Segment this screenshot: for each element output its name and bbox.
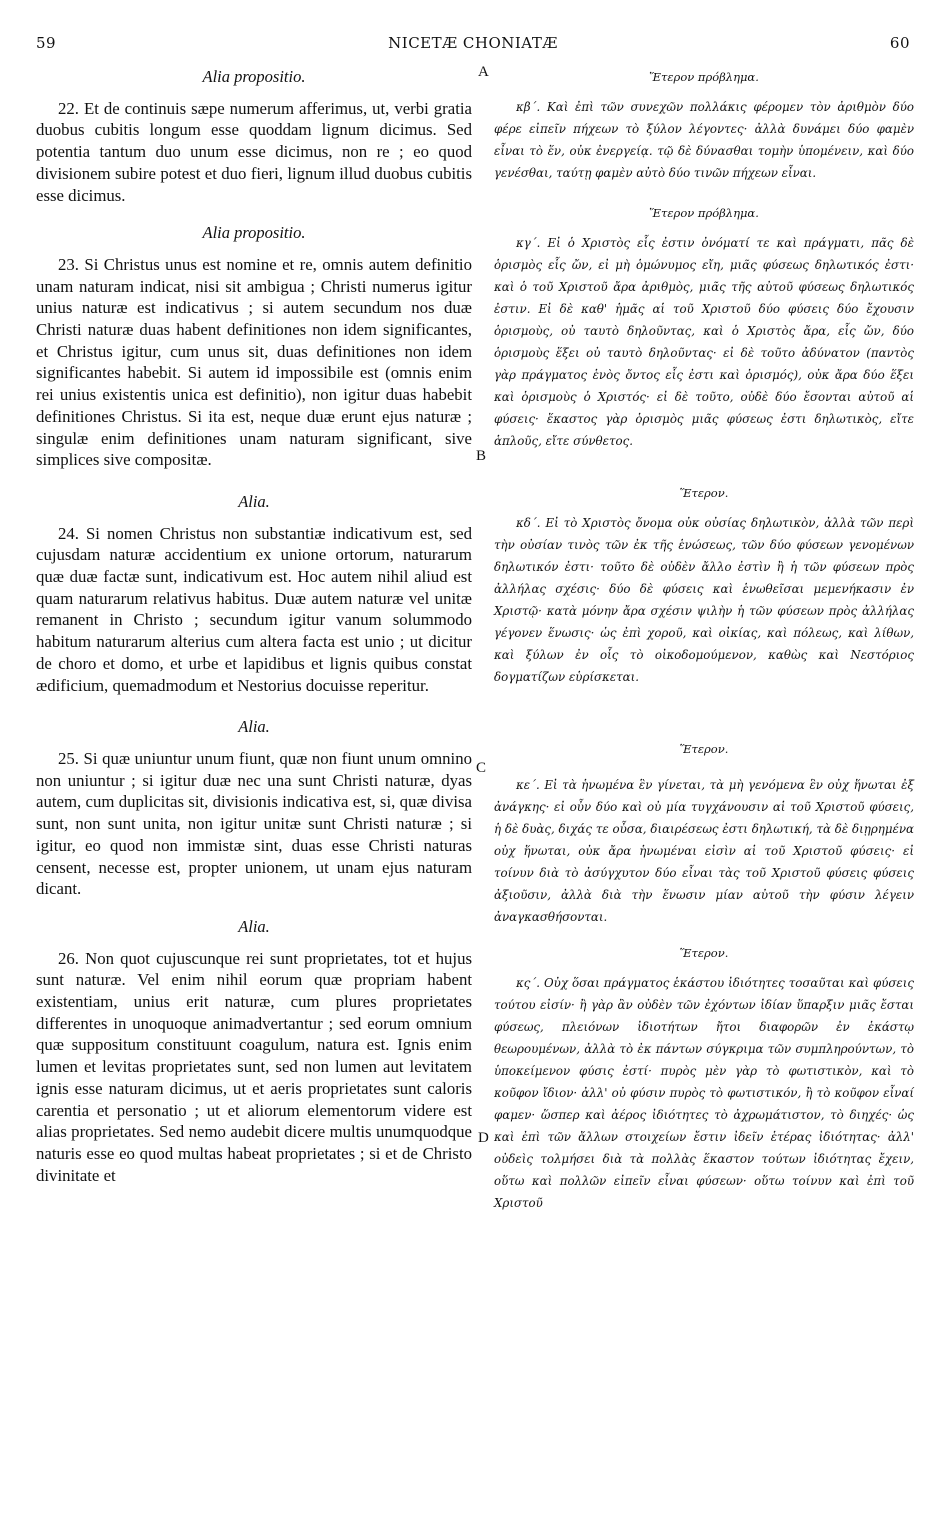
- section-heading: Ἕτερον πρόβλημα.: [649, 206, 759, 220]
- paragraph: κε΄. Εἰ τὰ ἡνωμένα ἓν γίνεται, τὰ μὴ γενόμενα ἓν οὐχ ἥνωται ἐξ ἀνάγκης· εἰ οὖν δύο καὶ οὐ μία τυγχάνουσιν αἱ τοῦ Χριστοῦ φύσεις, ἡ δὲ δυὰς, διχάς τε οὖσα, διαιρέσεως ἐστι δηλωτική, τὰ δὲ διῃρημένα οὐχ ἥνωται, οὐκ ἄρα ἡνωμέναι εἰσὶν αἱ τοῦ Χριστοῦ φύσεις· εἰ τοίνυν διὰ τὸ ἀσύγχυτον δύο εἶναι τὰς τοῦ Χριστοῦ φύσεις φύσεις ἀξιοῦσιν, ἀλλὰ διὰ τὴν ἕνωσιν μίαν αὐτοῦ τὴν φύσιν λέγειν ἀναγκασθήσονται.: [494, 778, 914, 924]
- margin-letter-c: C: [476, 760, 487, 776]
- section-heading: Ἕτερον.: [679, 486, 729, 500]
- paragraph: κς΄. Οὐχ ὅσαι πράγματος ἑκάστου ἰδιότητες τοσαῦται καὶ φύσεις τούτου εἰσίν· ἢ γὰρ ἂν οὐδὲν τῶν ἐχόντων ἰδίαν ὕπαρξιν μιᾶς ἔσται φύσεως, πλειόνων ἰδιοτήτων ἤτοι διαφορῶν ἐν ἑκάστῳ θεωρουμένων, ἀλλὰ τὸ ἐκ πάντων σύγκριμα τῶν συμπληρούντων, τὸ ὑποκείμενον φύσις ἐστί· πυρὸς μὲν γὰρ τὸ φωτιστικὸν, καὶ τὸ κοῦφον ἴδιον· ἀλλ' οὐ φύσιν πυρὸς τὸ φωτιστικόν, ἢ τὸ κοῦφον εἶναί φαμεν· ὥσπερ καὶ ἀέρος ἰδιότητες τὸ ἀχρωμάτιστον, τὸ διηχές· ὡς καὶ ἐπὶ τῶν ἄλλων στοιχείων ἔστιν ἰδεῖν ἑτέρας ἰδιότητας· ἀλλ' οὐδεὶς τολμήσει διὰ τὰ πολλὰς ἕκαστον τούτων ἰδιότητας ἔχειν, οὕτω καὶ πολλῶν εἰπεῖν εἶναι φύσεων· οὕτω τοίνυν καὶ ἐπὶ τοῦ Χριστοῦ: [494, 976, 914, 1210]
- section-heading: Ἕτερον.: [679, 946, 729, 960]
- page-number-right: 60: [889, 34, 910, 52]
- paragraph: 22. Et de continuis sæpe numerum afferimus, ut, verbi gratia duobus cubitis longum esse quoddam lignum dicimus. Sed potentia tantum duo unum esse dicimus, non re ; eo quod divisionem subire potest et duo fieri, lignum illud duobus cubitis esse dicimus.: [36, 98, 472, 205]
- page-number-left: 59: [36, 34, 57, 52]
- running-head: [36, 34, 910, 56]
- paragraph: 26. Non quot cujuscunque rei sunt proprietates, tot et hujus sunt naturæ. Vel enim nihil eorum quæ propriam habent existentiam, unius erit naturæ, cum plures proprietates differentes in unoquoque animadvertantur ; sed eorum omnium quæ suppositum constituunt coagulum, natura est. Ignis enim lumen et levitas proprietates sunt, sed non lumen aut levitatem ignis esse naturam dicimus, ut et aeris proprietates sunt caloris carentia et personatio ; ut et aliorum elementorum videre est alias proprietates. Sed nemo audebit dicere multis unumquodque naturis esse eo quod multas habeat proprietates ; si et de Christo divinitate et: [36, 948, 472, 1185]
- section-heading: Alia propositio.: [202, 67, 306, 86]
- section-heading: Alia.: [238, 491, 270, 511]
- paragraph: κδ΄. Εἰ τὸ Χριστὸς ὄνομα οὐκ οὐσίας δηλωτικὸν, ἀλλὰ τῶν περὶ τὴν οὐσίαν τινὸς τῶν ἐκ τῆς ἑνώσεως, τῶν δύο φύσεων γενομένων δηλωτικόν ἐστι· τοῦτο δὲ οὐδὲν ἄλλο ἐστὶν ἢ ἡ τῶν φύσεων πρὸς ἀλλήλας σχέσις· δύο δὲ φύσεις καὶ ἑνωθεῖσαι μεμενήκασιν ἐν Χριστῷ· κατὰ μόνην ἄρα σχέσιν ψιλὴν ἡ τῶν φύσεων πρὸς ἀλλήλας γέγονεν ἕνωσις· ὡς ἐπὶ χοροῦ, καὶ οἰκίας, καὶ πόλεως, καὶ λίθων, καὶ ξύλων ἐν οἷς τὸ οἰκοδομούμενον, καθὼς καὶ Νεστόριος δογματίζων εὑρίσκεται.: [494, 516, 914, 684]
- paragraph: 23. Si Christus unus est nomine et re, omnis autem definitio unam naturam indicat, nisi sit ambigua ; Christi numerus igitur unius naturæ est indicativus ; si autem secundum nos duæ Christi naturæ duas habent definitiones non idem significantes, et Christus igitur, cum unus sit, duas definitiones non idem significantes habebit. Si autem id impossibile est (omnis enim rei unius existentis unica est definitio), non igitur duas habebit definitiones Christus. Si ita est, neque duæ erunt ejus naturæ ; singulæ enim definitiones unam naturam significant, sive simplices sive compositæ.: [36, 254, 472, 470]
- paragraph: κγ΄. Εἰ ὁ Χριστὸς εἷς ἐστιν ὀνόματί τε καὶ πράγματι, πᾶς δὲ ὁρισμὸς εἷς ὤν, εἰ μὴ ὁμώνυμος εἴη, μιᾶς φύσεως δηλωτικός ἐστι· καὶ ὁ τοῦ Χριστοῦ ἄρα ἀριθμὸς, μιᾶς τῆς αὐτοῦ φύσεως δηλωτικός ἐστιν. Εἰ δὲ καθ' ἡμᾶς αἱ τοῦ Χριστοῦ δύο φύσεις δύο ἔχουσιν ὁρισμοὺς, οὐ ταυτὸ δηλοῦντας, καὶ ὁ Χριστὸς ἄρα, εἷς ὤν, δύο ὁρισμοὺς ἕξει οὐ ταυτὸ δηλοῦντας· εἰ δὲ τοῦτο ἀδύνατον (παντὸς γὰρ πράγματος ἑνὸς ὄντος εἷς ἐστι καὶ ὁρισμός), οὐκ ἄρα δύο ἕξει καὶ ὁρισμοὺς ὁ Χριστός· εἰ δὲ τοῦτο, οὐδὲ δύο ἔσονται αὐτοῦ αἱ φύσεις· ἕκαστος γὰρ ὁρισμὸς μιᾶς φύσεως ἐστι δηλωτικὸς, εἴτε ἁπλοῦς, εἴτε σύνθετος.: [494, 236, 914, 448]
- paragraph: κβ΄. Καὶ ἐπὶ τῶν συνεχῶν πολλάκις φέρομεν τὸν ἀριθμὸν δύο φέρε εἰπεῖν πήχεων τὸ ξύλον λέγοντες· ἀλλὰ δυνάμει δύο φαμὲν εἶναι τὸ ἕν, οὐκ ἐνεργείᾳ. τῷ δὲ δύνασθαι τομὴν ὑπομένειν, καὶ δύο γενέσθαι, ταύτῃ φαμὲν αὐτὸ δύο τινῶν πήχεων εἶναι.: [494, 100, 914, 180]
- page-title: NICETÆ CHONIATÆ: [388, 34, 558, 52]
- paragraph: 25. Si quæ uniuntur unum fiunt, quæ non fiunt unum omnino non uniuntur ; si igitur duæ nec una sunt Christi naturæ, dyas autem, cum duplicitas sit, divisionis indicativa est, si, quæ divisa sunt, non sunt unita, non igitur unitæ sunt Christi naturæ ; si igitur, eo quod non immistæ sint, duas esse Christi naturas censent, necesse est, propter unionem, ut unam ejus naturam dicant.: [36, 748, 472, 899]
- section-heading: Alia propositio.: [202, 223, 306, 243]
- margin-letter-d: D: [478, 1130, 489, 1146]
- margin-letter-a: A: [478, 64, 489, 80]
- section-heading: Alia.: [238, 717, 270, 737]
- section-heading: Ἕτερον.: [679, 742, 729, 756]
- section-heading: Ἕτερον πρόβλημα.: [649, 70, 759, 84]
- greek-column: [494, 66, 914, 1214]
- latin-column: [36, 66, 472, 1186]
- paragraph: 24. Si nomen Christus non substantiæ indicativum est, sed cujusdam naturæ accidentium ex unione ortorum, naturarum quæ duæ factæ sunt, indicativum est. Hoc autem nihil aliud est quam naturarum relativus habitus. Duæ autem naturæ vel unitæ remanent in Christo ; secundum igitur vanum solummodo habitum naturarum alterius cum altera facta est unio ; ut dicitur de choro et domo, et urbe et lapidibus et lignis quibus constat ædificium, quemadmodum et Nestorius docuisse reperitur.: [36, 523, 472, 695]
- section-heading: Alia.: [238, 916, 270, 936]
- margin-letter-b: B: [476, 448, 487, 464]
